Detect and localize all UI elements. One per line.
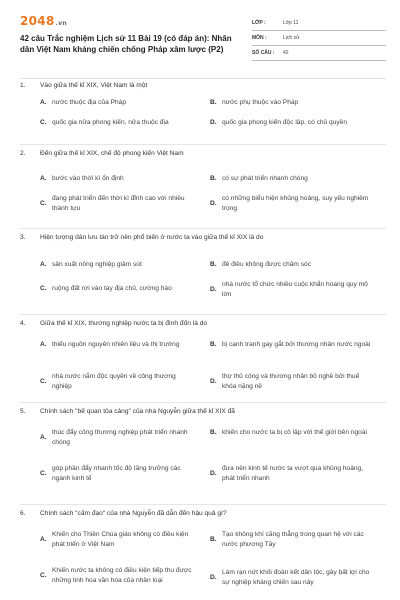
option-c[interactable]	[40, 284, 208, 294]
question-divider	[20, 504, 386, 505]
option-text: đê điều không được chăm sóc	[222, 261, 312, 268]
meta-count-value: 42	[283, 50, 289, 56]
meta-count-key: SỐ CÂU :	[252, 50, 275, 56]
option-letter: D.	[210, 119, 217, 127]
option-text: thiếu nguồn nguyên nhiên liệu và thị trường	[52, 341, 180, 348]
option-letter: A.	[40, 536, 47, 543]
question-2	[20, 150, 386, 228]
question-divider	[20, 314, 386, 315]
option-b[interactable]	[210, 174, 386, 184]
option-letter: C.	[40, 470, 47, 477]
option-a[interactable]	[40, 530, 208, 549]
logo-suffix: .vn	[55, 20, 67, 27]
option-d[interactable]	[210, 280, 386, 299]
option-text: có những biểu hiện khủng hoảng, suy yếu nghiêm trọng	[222, 195, 369, 212]
option-text: bước vào thời kì ổn định	[52, 175, 124, 182]
option-letter: C.	[40, 572, 47, 579]
option-text: đưa nền kinh tế nước ta vượt qua khủng hoảng, phát triển nhanh	[222, 465, 364, 482]
option-a[interactable]	[40, 340, 208, 350]
option-letter: C.	[40, 378, 47, 385]
option-d[interactable]	[210, 194, 386, 213]
question-text: Giữa thế kỉ XIX, thương nghiệp nước ta bị đình đốn là do	[40, 320, 208, 327]
option-letter: A.	[40, 175, 47, 183]
question-number: 5.	[20, 408, 26, 415]
option-c[interactable]	[40, 118, 210, 128]
option-c[interactable]	[40, 372, 208, 391]
option-letter: D.	[210, 286, 217, 293]
option-a[interactable]	[40, 174, 210, 184]
option-letter: B.	[210, 341, 217, 349]
option-text: nhà nước tổ chức nhiều cuộc khẩn hoang quy mô lớn	[222, 281, 368, 298]
option-letter: A.	[40, 261, 47, 269]
option-letter: D.	[210, 574, 217, 581]
option-text: khiến cho nước ta bị cô lập với thế giới bên ngoài	[222, 429, 367, 436]
question-number: 2.	[20, 150, 26, 157]
option-a[interactable]	[40, 260, 210, 270]
question-number: 6.	[20, 510, 26, 517]
question-number: 4.	[20, 320, 26, 327]
meta-count-row	[252, 46, 386, 61]
option-letter: B.	[210, 99, 217, 107]
meta-subject-value: Lịch sử	[283, 35, 300, 41]
option-b[interactable]	[210, 98, 386, 108]
option-letter: D.	[210, 378, 217, 385]
option-a[interactable]	[40, 98, 210, 108]
site-logo[interactable]	[20, 14, 67, 28]
question-6	[20, 510, 386, 600]
option-d[interactable]	[210, 568, 386, 587]
option-letter: C.	[40, 200, 47, 207]
option-d[interactable]	[210, 464, 386, 483]
option-b[interactable]	[210, 340, 386, 350]
question-text: Hiện tượng dân lưu tán trở nên phổ biến ở nước ta vào giữa thế kỉ XIX là do	[40, 234, 264, 241]
option-d[interactable]	[210, 118, 386, 128]
option-text: quốc gia phong kiến độc lập, có chủ quyền	[222, 119, 348, 126]
document-title: 42 câu Trắc nghiệm Lịch sử 11 Bài 19 (có đáp án): Nhân dân Việt Nam kháng chiến chống Pháp xâm lược (P2)	[20, 34, 232, 54]
question-divider	[20, 144, 386, 145]
option-letter: A.	[40, 434, 47, 441]
question-text: Chính sách "cấm đạo" của nhà Nguyễn đã dẫn đến hậu quả gì?	[40, 510, 227, 517]
document-meta	[252, 16, 386, 61]
option-d[interactable]	[210, 372, 386, 391]
option-text: thợ thủ công và thương nhân bỏ nghề bởi thuế khóa nặng nề	[222, 373, 360, 390]
option-text: thúc đẩy công thương nghiệp phát triển nhanh chóng	[52, 429, 188, 446]
question-divider	[20, 228, 386, 229]
question-number: 1.	[20, 82, 26, 89]
option-text: Tạo không khí căng thẳng trong quan hệ với các nước phương Tây	[222, 531, 364, 548]
question-text: Vào giữa thế kỉ XIX, Việt Nam là một	[40, 82, 148, 89]
option-c[interactable]	[40, 464, 208, 483]
question-4	[20, 320, 386, 400]
header-divider	[20, 78, 386, 79]
meta-class-row	[252, 16, 386, 31]
option-letter: A.	[40, 99, 47, 107]
option-c[interactable]	[40, 194, 208, 213]
option-b[interactable]	[210, 530, 386, 549]
question-1	[20, 82, 386, 142]
option-text: Khiến cho Thiên Chúa giáo không có điều kiện phát triển ở Việt Nam	[52, 531, 189, 548]
logo-main: 2048	[20, 14, 55, 28]
document-header	[20, 10, 386, 68]
option-text: quốc gia nửa phong kiến, nửa thuộc địa	[52, 119, 169, 126]
option-letter: C.	[40, 119, 47, 127]
option-text: ruộng đất rơi vào tay địa chủ, cường hào	[52, 285, 172, 292]
option-letter: C.	[40, 285, 47, 293]
question-text: Chính sách "bế quan tỏa cảng" của nhà Nguyễn giữa thế kỉ XIX đã	[40, 408, 235, 415]
option-letter: B.	[210, 261, 217, 269]
option-text: Làm rạn nứt khối đoàn kết dân tộc, gây bất lợi cho sự nghiệp kháng chiến sau này	[222, 569, 370, 586]
question-number: 3.	[20, 234, 26, 241]
option-text: đang phát triển đến thời kì đỉnh cao với nhiều thành tựu	[52, 195, 185, 212]
option-text: có sự phát triển nhanh chóng	[222, 175, 308, 182]
option-text: Khiến nước ta không có điều kiện tiếp thu được những tinh hoa văn hóa của nhân loại	[52, 567, 192, 584]
option-letter: A.	[40, 341, 47, 349]
option-text: nước thuộc địa của Pháp	[52, 99, 126, 106]
meta-subject-row	[252, 31, 386, 46]
option-text: góp phần đẩy nhanh tốc độ tăng trưởng các ngành kinh tế	[52, 465, 181, 482]
question-3	[20, 234, 386, 314]
option-text: bị cạnh tranh gay gắt bởi thương nhân nước ngoài	[222, 341, 371, 348]
option-b[interactable]	[210, 428, 386, 438]
question-5	[20, 408, 386, 502]
meta-class-value: Lớp 11	[283, 20, 299, 26]
meta-subject-key: MÔN :	[252, 35, 267, 41]
option-letter: D.	[210, 470, 217, 477]
question-divider	[20, 402, 386, 403]
option-letter: B.	[210, 429, 217, 437]
option-b[interactable]	[210, 260, 386, 270]
option-c[interactable]	[40, 566, 208, 585]
option-letter: D.	[210, 200, 217, 207]
option-letter: B.	[210, 536, 217, 543]
option-text: nước phụ thuộc vào Pháp	[222, 99, 299, 106]
option-text: nhà nước nắm độc quyền về công thương nghiệp	[52, 373, 176, 390]
question-text: Đến giữa thế kỉ XIX, chế độ phong kiến Việt Nam	[40, 150, 184, 157]
option-letter: B.	[210, 175, 217, 183]
option-a[interactable]	[40, 428, 208, 447]
option-text: sản xuất nông nghiệp giảm sút	[52, 261, 142, 268]
meta-class-key: LỚP :	[252, 20, 266, 26]
